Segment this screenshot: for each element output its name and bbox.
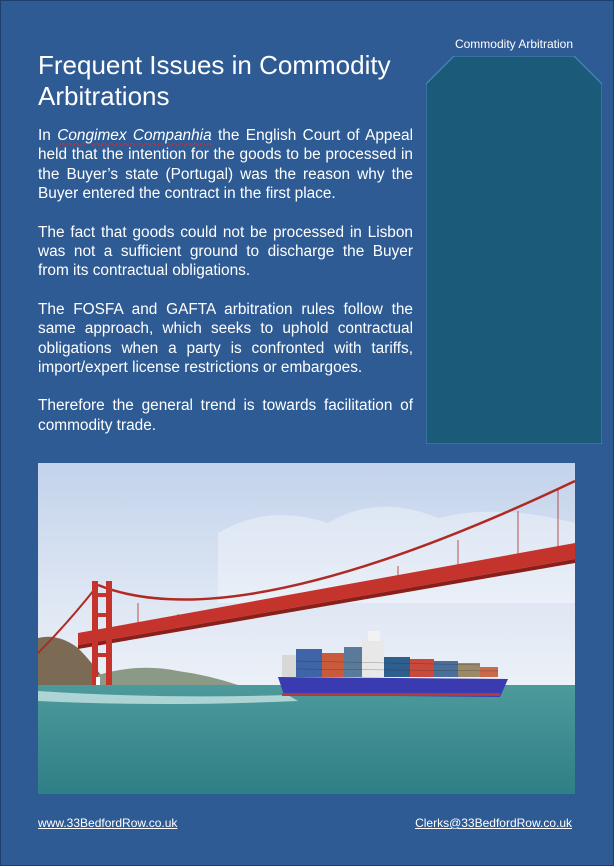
page-title: Frequent Issues in Commodity Arbitrations <box>38 50 391 111</box>
paragraph-2: The fact that goods could not be processed in Lisbon was not a sufficient ground to discharge the Buyer from its contractual obligations. <box>38 223 413 280</box>
paragraph-3: The FOSFA and GAFTA arbitration rules follow the same approach, which seeks to uphold contractual obligations when a party is confronted with tariffs, import/expert license restrictions or embargoes. <box>38 300 413 377</box>
email-link[interactable]: Clerks@33BedfordRow.co.uk <box>415 816 572 830</box>
paragraph-1-rest: the English Court of Appeal held that the intention for the goods to be processed in the Buyer’s state (Portugal) was the reason why the Buyer entered the contract in the first place. <box>38 127 413 203</box>
case-name: Congimex Companhia <box>57 127 212 144</box>
sidebar-label: Commodity Arbitration <box>454 37 574 51</box>
paragraph-1 <box>38 126 413 204</box>
body-text <box>38 126 413 454</box>
paragraph-1-prefix: In <box>38 127 58 144</box>
sidebar-panel <box>426 56 602 444</box>
paragraph-4: Therefore the general trend is towards facilitation of commodity trade. <box>38 397 413 434</box>
ship-bridge-photo <box>38 463 575 794</box>
website-link[interactable]: www.33BedfordRow.co.uk <box>38 816 178 830</box>
ship-hull-stripe <box>282 693 500 696</box>
sidebar-panel-shape <box>426 56 602 444</box>
sailboat <box>96 677 100 685</box>
